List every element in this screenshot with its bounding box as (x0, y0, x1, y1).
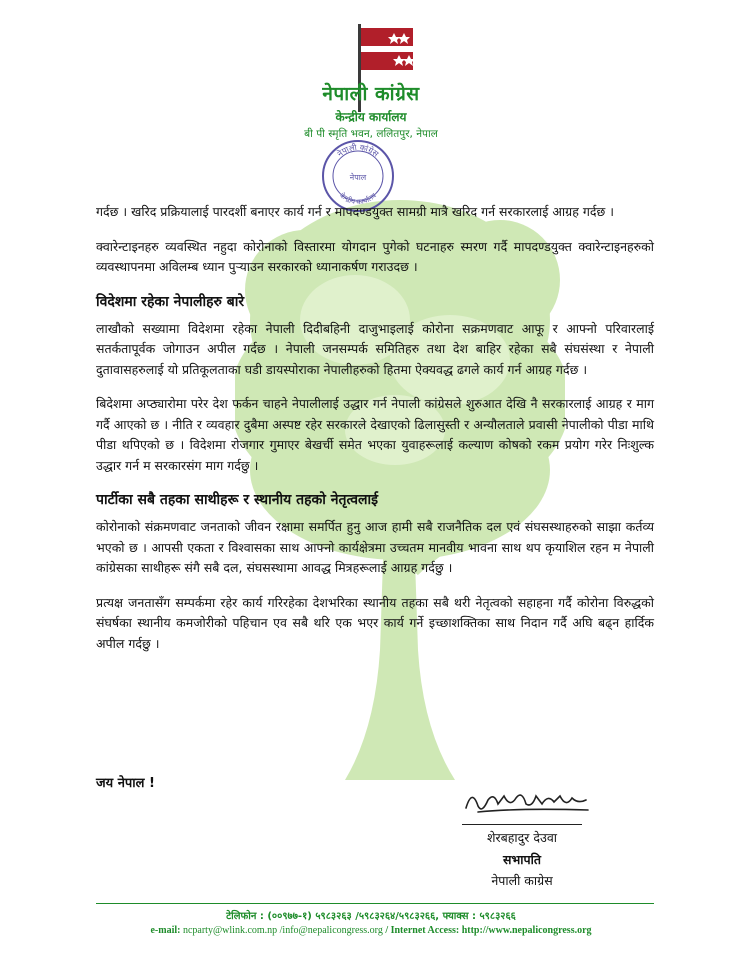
handwritten-signature (458, 778, 598, 822)
signatory-title: सभापति (503, 852, 541, 867)
signatory-org: नेपाली काग्रेस (491, 873, 553, 888)
paragraph-rescue-demand: बिदेशमा अप्ठ्यारोमा परेर देश फर्कन चाहने नेपालीलाई उद्धार गर्न नेपाली कांग्रेसले शुरुआत देखि नै सरकारलाई आग्रह र माग गर्दै आएको छ । नीति र व्यवहार दुबैमा अस्पष्ट रहेर सरकारले देखाएको ढिलासुस्ती र अन्यौलताले प्रवासी नेपालीको पीडा माथि पीडा थपिएको छ । विदेशमा रोजगार गुमाएर बेखर्ची समेत भएका युवाहरूलाई कल्याण कोषको रकम प्रयोग गरेर निःशुल्क उद्धार गर्न म सरकारसंग माग गर्दछु । (96, 396, 654, 473)
paragraph-local-appeal: प्रत्यक्ष जनतासँग सम्पर्कमा रहेर कार्य गरिरहेका देशभरिका स्थानीय तहका सबै थरी नेतृत्वको सहाहना गर्दै कोरोना विरुद्धको संघर्षका स्थानीय कमजोरीको पहिचान एव सबै थरि एक भएर कार्य गर्ने इच्छाशक्तिका साथ निदान गर्दै अघि बढ्न हार्दिक अपील गर्दछु । (96, 594, 654, 651)
signature-line (462, 824, 582, 825)
footer-divider (96, 903, 654, 904)
letter-body (96, 202, 654, 668)
seal-top-text: नेपाली कांग्रेस (335, 142, 381, 159)
seal-bottom-text: केन्द्रीय कार्यालय (338, 191, 378, 207)
paragraph-diaspora-appeal: लाखौको सख्यामा विदेशमा रहेका नेपाली दिदीबहिनी दाजुभाइलाई कोरोना सक्रमणवाट आफू र आफ्नो परिवारलाई सतर्कतापूर्वक जोगाउन अपील गर्दछ । नेपाली जनसम्पर्क समितिहरु तथा देश बाहिर रहेका सबै संघसंस्था र नेपाली दुतावासहरुलाई यो प्रतिकूलताका घडी डायस्पोराका नेपालीहरुको हितमा ऐक्यवद्ध ढगले कार्य गर्न आग्रह गर्दछ । (96, 320, 654, 377)
closing-salutation: जय नेपाल ! (96, 776, 155, 791)
office-name: केन्द्रीय कार्यालय (335, 110, 407, 124)
seal-center-text: नेपाल (349, 173, 367, 182)
paragraph-quarantine: क्वारेन्टाइनहरु व्यवस्थित नहुदा कोरोनाको विस्तारमा योगदान पुगेको घटनाहरु स्मरण गर्दै मापदण्डयुक्त क्वारेन्टाइनहरुको व्यवस्थापनमा अविलम्ब ध्यान पुऱ्याउन सरकारको ध्यानाकर्षण गराउदछ । (96, 238, 654, 274)
heading-party-local-leadership: पार्टीका सबै तहका साथीहरू र स्थानीय तहको नेतृत्वलाई (96, 492, 378, 508)
footer-website-link[interactable]: http://www.nepalicongress.org (461, 925, 592, 936)
paragraph-procurement: गर्दछ । खरिद प्रक्रियालाई पारदर्शी बनाएर कार्य गर्न र मापदण्डयुक्त सामग्री मात्रै खरिद गर्न सरकारलाई आग्रह गर्दछ । (96, 204, 614, 219)
footer-phone: टेलिफोन : (००९७७-१) ५९८३२६३ /५९८३२६४/५९८३२६६, फ्याक्स : ५९८३२६६ (226, 911, 516, 922)
footer-email-link[interactable]: ncparty@wlink.com.np /info@nepalicongress.org (182, 925, 383, 936)
heading-nepalis-abroad: विदेशमा रहेका नेपालीहरु बारे (96, 293, 245, 310)
footer-internet-label: / Internet Access: (385, 925, 460, 936)
office-address: बी पी स्मृति भवन, ललितपुर, नेपाल (304, 128, 438, 140)
footer-email-label: e-mail: (150, 925, 181, 936)
footer-contact (0, 925, 742, 936)
signatory-name: शेरबहादुर देउवा (486, 830, 558, 845)
org-name: नेपाली कांग्रेस (322, 83, 420, 105)
letterhead (0, 0, 742, 210)
paragraph-collective-duty: कोरोनाको संक्रमणवाट जनताको जीवन रक्षामा समर्पित हुनु आज हामी सबै राजनैतिक दल एवं संघसस्थाहरुको साझा कर्तव्य भएको छ । आपसी एकता र विश्वासका साथ आफ्नो कार्यक्षेत्रमा उच्चतम मानवीय भावना साथ थप कृयाशिल रहन म नेपाली कांग्रेसका साथीहरू संगै सबै दल, संघसस्थामा आवद्ध मित्रहरूलाई आग्रह गर्दछु । (96, 519, 654, 575)
